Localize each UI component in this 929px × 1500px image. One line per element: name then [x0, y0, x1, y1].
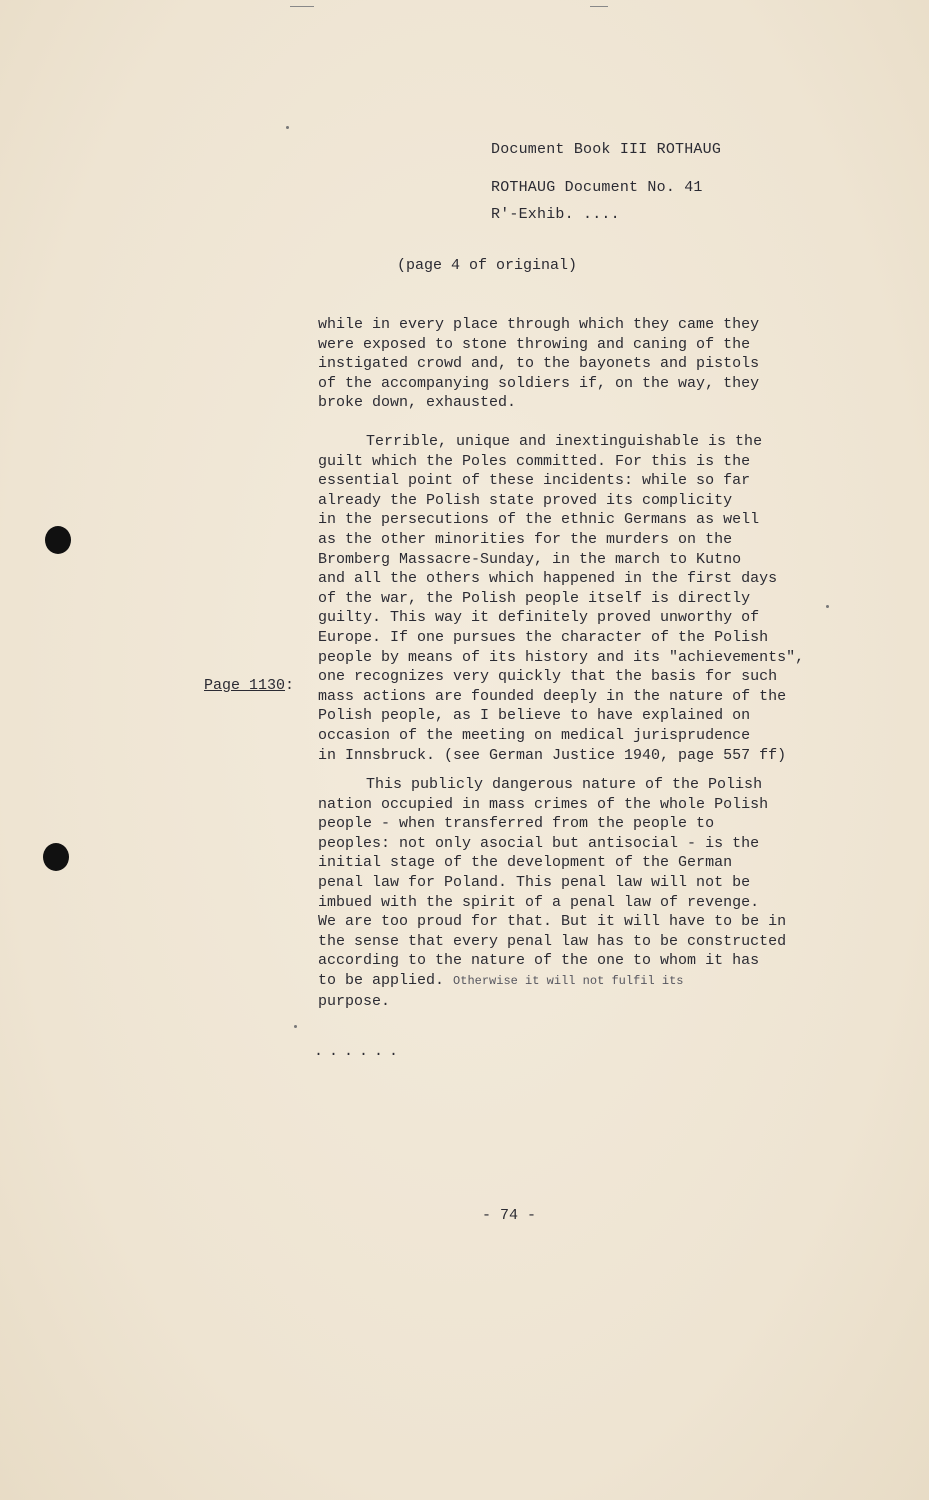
- paragraph-3: [318, 775, 838, 1011]
- text-line: essential point of these incidents: while so far: [318, 472, 751, 490]
- text-line: We are too proud for that. But it will have to be in: [318, 913, 787, 931]
- punch-hole: [45, 526, 71, 554]
- text-line: according to the nature of the one to whom it has: [318, 952, 760, 970]
- text-line: guilty. This way it definitely proved unworthy of: [318, 609, 760, 627]
- text-line: in the persecutions of the ethnic Germans as well: [318, 511, 760, 529]
- faded-text: Otherwise it will not fulfil its: [453, 973, 684, 988]
- text-line: in Innsbruck. (see German Justice 1940, page 557 ff): [318, 746, 787, 764]
- text-line: Europe. If one pursues the character of the Polish: [318, 628, 769, 646]
- text-line: This publicly dangerous nature of the Polish: [366, 776, 763, 793]
- text-line: one recognizes very quickly that the basis for such: [318, 668, 778, 686]
- text-line: people - when transferred from the people to: [318, 815, 715, 833]
- document-number-line: ROTHAUG Document No. 41: [491, 179, 703, 196]
- text-line: occasion of the meeting on medical jurisprudence: [318, 726, 751, 744]
- paper-speck: [294, 1025, 297, 1028]
- text-line: penal law for Poland. This penal law will not be: [318, 873, 751, 891]
- text-line: as the other minorities for the murders on the: [318, 530, 733, 548]
- text-line: guilt which the Poles committed. For this is the: [318, 452, 751, 470]
- text-line: Terrible, unique and inextinguishable is the: [366, 433, 763, 450]
- text-line: peoples: not only asocial but antisocial - is the: [318, 834, 760, 852]
- margin-page-label: Page 1130: [204, 677, 286, 694]
- punch-hole: [43, 843, 69, 871]
- margin-page-reference: [204, 677, 294, 694]
- text-line: [318, 971, 838, 992]
- text-line: nation occupied in mass crimes of the whole Polish: [318, 795, 769, 813]
- document-book-line: Document Book III ROTHAUG: [491, 141, 722, 158]
- paragraph-1: [318, 315, 838, 413]
- text-line: Polish people, as I believe to have explained on: [318, 707, 751, 725]
- text-line: Bromberg Massacre-Sunday, in the march to Kutno: [318, 550, 742, 568]
- omission-ellipsis: ......: [314, 1043, 405, 1060]
- text-line: and all the others which happened in the first days: [318, 570, 778, 588]
- paper-speck: [286, 126, 289, 129]
- text-line: already the Polish state proved its complicity: [318, 491, 733, 509]
- text-line: of the accompanying soldiers if, on the way, they: [318, 374, 760, 392]
- text-line: the sense that every penal law has to be constructed: [318, 932, 787, 950]
- margin-page-colon: :: [285, 677, 295, 694]
- text-line: imbued with the spirit of a penal law of revenge.: [318, 893, 760, 911]
- scan-mark: [590, 6, 608, 7]
- page-number: - 74 -: [482, 1207, 537, 1224]
- paragraph-2: [318, 432, 838, 765]
- text-line: purpose.: [318, 992, 391, 1010]
- text-line: of the war, the Polish people itself is directly: [318, 589, 751, 607]
- text-line: mass actions are founded deeply in the nature of the: [318, 687, 787, 705]
- page-of-original: (page 4 of original): [397, 257, 578, 274]
- text-line: while in every place through which they came they: [318, 316, 760, 333]
- scan-mark: [290, 6, 314, 7]
- text-line: initial stage of the development of the German: [318, 854, 733, 872]
- text-line-start: to be applied.: [318, 971, 445, 989]
- text-line: were exposed to stone throwing and caning of the: [318, 335, 751, 353]
- text-line: people by means of its history and its "achievements",: [318, 648, 805, 666]
- text-line: instigated crowd and, to the bayonets and pistols: [318, 355, 760, 373]
- text-line: broke down, exhausted.: [318, 394, 517, 412]
- exhibit-line: R'-Exhib. ....: [491, 206, 620, 223]
